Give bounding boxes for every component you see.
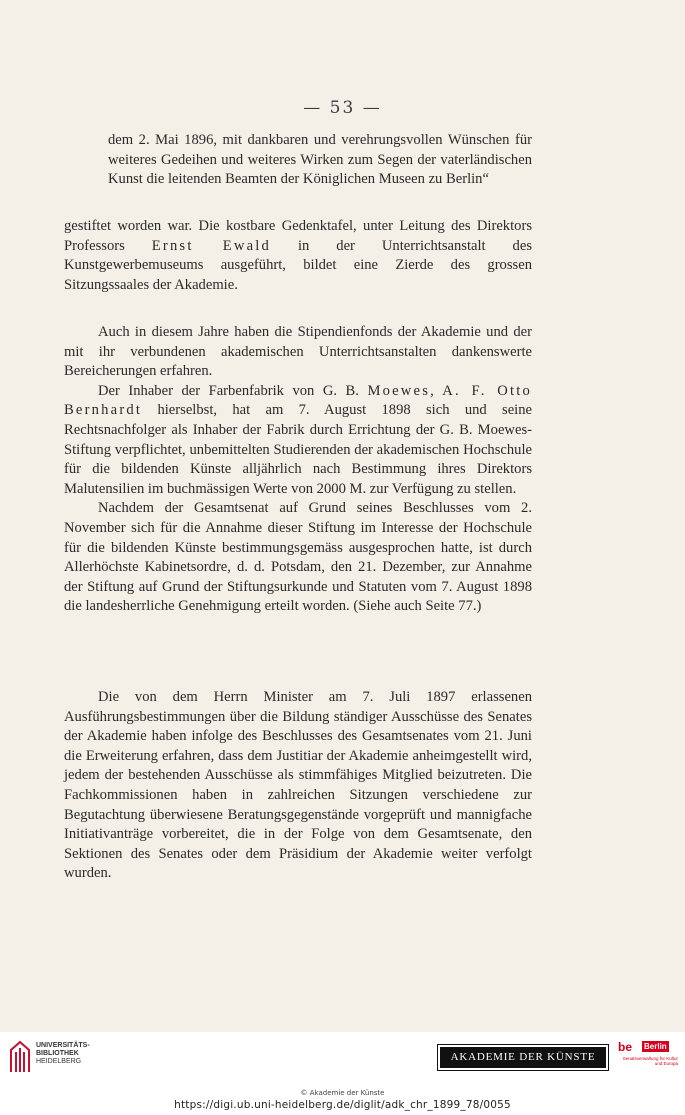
paragraph-gesamtsenat: Nachdem der Gesamtsenat auf Grund seines Beschlusses vom 2. November sich für die Annahme dieser Stiftung im Interesse der Hochschule für die bildenden Künste bestimmungsgemäss ausgesprochen hatte, ist durch Allerhöchste Kabinetsordre, d. d. Potsdam, den 21. Dezember, zur Annahme der Stiftung auf Grund der Stiftungsurkunde und Statuten vom 7. August 1898 die landesherrliche Genehmigung erteilt worden. (Siehe auch Seite 77.)	[64, 500, 532, 615]
be-berlin-logo[interactable]: be	[618, 1040, 633, 1054]
moewes-text-a: Der Inhaber der Farbenfabrik von G. B.	[98, 382, 368, 399]
adk-label: AKADEMIE DER KÜNSTE	[440, 1047, 606, 1068]
continuation-text-before: gestiftet worden war. Die kostbare Gedenktafel, unter Leitung des Direktors Professors	[64, 218, 532, 254]
akademie-der-kuenste-logo[interactable]	[437, 1044, 609, 1071]
section-stipendien	[64, 323, 532, 617]
page-number: — 53 —	[303, 98, 382, 118]
moewes-text-c: hierselbst, hat am 7. August 1898 sich und seine Rechtsnachfolger als Inhaber der Fabrik durch Errichtung der G. B. Moewes-Stiftung verpflichtet, unbemittelten Studierenden der akademischen Hochschule für die bildenden Künste alljährlich nach Bestimmung ihres Direktors Malutensilien im buchmässigen Werte von 2000 M. zur Verfügung zu stellen.	[64, 402, 532, 497]
ub-heidelberg-wordmark	[36, 1042, 90, 1066]
continuation-paragraph	[64, 217, 532, 295]
berlin-badge: Berlin	[644, 1042, 667, 1051]
senatsverwaltung-caption: Senatsverwaltung für Kultur und Europa	[622, 1056, 678, 1066]
paragraph-ausfuehrungsbestimmungen: Die von dem Herrn Minister am 7. Juli 1897 erlassenen Ausführungsbestimmungen über die Bildung ständiger Ausschüsse des Senates der Akademie haben infolge des Beschlusses des Gesamtsenates vom 21. Juni die Erweiterung erfahren, dass dem Justitiar der Akademie anheimgestellt wird, jedem der bestehenden Ausschüsse als stimmfähiges Mitglied beizutreten. Die Fachkommissionen haben in zahlreichen Sitzungen verschiedene zur Begutachtung überwiesene Beratungsgegenstände vorgeprüft und mannigfache Initiativanträge vorbereitet, die in der Folge von dem Gesamtsenate, den Sektionen des Senates oder dem Präsidium der Akademie weiter verfolgt wurden.	[64, 689, 532, 882]
paragraph-stipendienfonds: Auch in diesem Jahre haben die Stipendienfonds der Akademie und der mit ihr verbundenen akademischen Unterrichtsanstalten dankenswerte Bereicherungen erfahren.	[64, 324, 532, 380]
bernhardt-name: A. F. Otto Bernhardt	[64, 382, 533, 419]
paragraph-moewes-stiftung	[64, 382, 532, 500]
ub-line-3: HEIDELBERG	[36, 1058, 82, 1065]
continuation-name: Ernst Ewald	[151, 237, 272, 254]
quote-block	[64, 131, 532, 190]
moewes-text-b: ,	[430, 382, 443, 399]
quote-paragraph: dem 2. Mai 1896, mit dankbaren und verehrungsvollen Wünschen für weiteres Gedeihen und weiteres Wirken zum Segen der vaterländischen Kunst die leitenden Beamten der Königlichen Museen zu Berlin“	[108, 132, 532, 188]
continuation-text-after: in der Unterrichtsanstalt des Kunstgewerbemuseums ausgeführt, bildet eine Zierde des grossen Sitzungssaales der Akademie.	[64, 237, 533, 293]
continuation-block	[64, 217, 532, 295]
copyright-notice: © Akademie der Künste	[300, 1089, 385, 1097]
source-url-link[interactable]: https://digi.ub.uni-heidelberg.de/diglit/adk_chr_1899_78/0055	[174, 1099, 511, 1111]
ub-line-2: BIBLIOTHEK	[36, 1050, 79, 1057]
ub-line-1: UNIVERSITÄTS-	[36, 1042, 90, 1049]
section-ausschuesse	[64, 688, 532, 884]
moewes-name: Moewes	[367, 382, 431, 399]
